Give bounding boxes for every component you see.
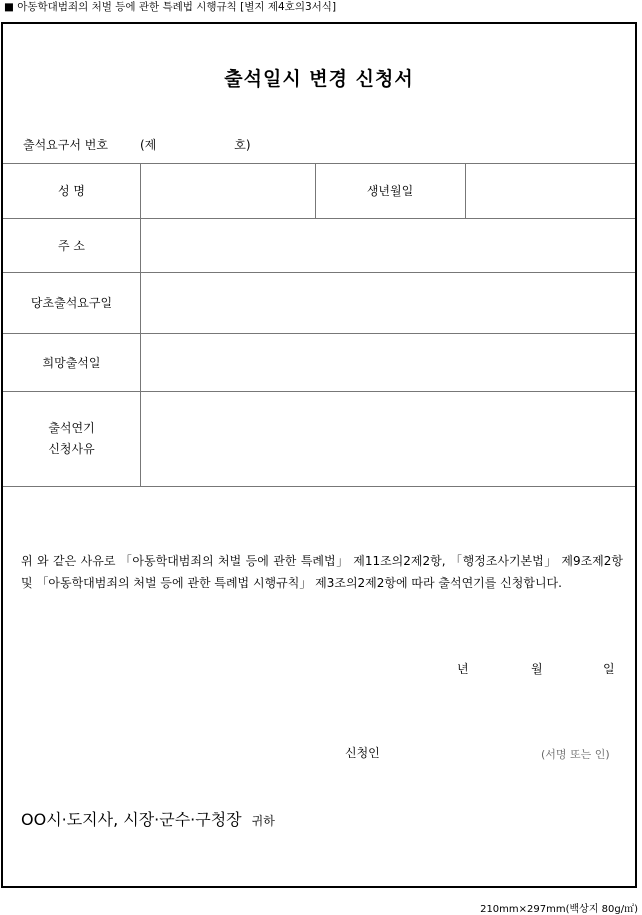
name-field[interactable] — [141, 164, 315, 218]
date-month-label: 월 — [531, 662, 543, 676]
signature-note: (서명 또는 인) — [541, 748, 610, 761]
recipient-line — [21, 807, 275, 830]
declaration-text: 위 와 같은 사유로 「아동학대범죄의 처벌 등에 관한 특례법」 제11조의2제2항, 「행정조사기본법」 제9조제2항 및 「아동학대범죄의 처벌 등에 관한 특례법 시행규칙」 제3조의2제2항에 따라 출석연기를 신청합니다. — [21, 554, 623, 590]
original-date-field[interactable] — [141, 273, 637, 333]
original-date-label: 당초출석요구일 — [30, 296, 113, 310]
request-number-prefix: (제 — [139, 138, 157, 152]
reason-label-line1: 출석연기 — [48, 420, 95, 435]
application-form — [1, 22, 637, 888]
applicant-label: 신청인 — [345, 746, 380, 760]
form-reference-note: ■ 아동학대범죄의 처벌 등에 관한 특례법 시행규칙 [별지 제4호의3서식] — [4, 1, 337, 13]
name-label: 성 명 — [58, 184, 85, 198]
reason-label-line2: 신청사유 — [48, 441, 95, 456]
request-number-suffix: 호) — [234, 138, 251, 152]
dob-label: 생년월일 — [366, 184, 414, 198]
request-number-label: 출석요구서 번호 — [23, 138, 108, 152]
recipient-name: OO시·도지사, 시장·군수·구청장 — [21, 810, 242, 829]
address-label: 주 소 — [58, 238, 85, 253]
desired-date-label: 희망출석일 — [42, 355, 101, 370]
desired-date-field[interactable] — [141, 334, 637, 391]
dob-field[interactable] — [466, 164, 637, 218]
request-number-line — [23, 136, 251, 153]
applicant-signature-field[interactable] — [395, 740, 535, 762]
table-bottom-border — [3, 486, 635, 487]
form-title: 출석일시 변경 신청서 — [224, 68, 414, 90]
date-year-label: 년 — [457, 662, 469, 676]
date-day-label: 일 — [603, 662, 615, 676]
address-field[interactable] — [141, 219, 637, 272]
reason-field[interactable] — [141, 392, 637, 486]
paper-spec: 210mm×297mm(백상지 80g/㎡) — [480, 904, 638, 915]
recipient-honorific: 귀하 — [251, 814, 275, 828]
reason-label — [3, 391, 140, 486]
